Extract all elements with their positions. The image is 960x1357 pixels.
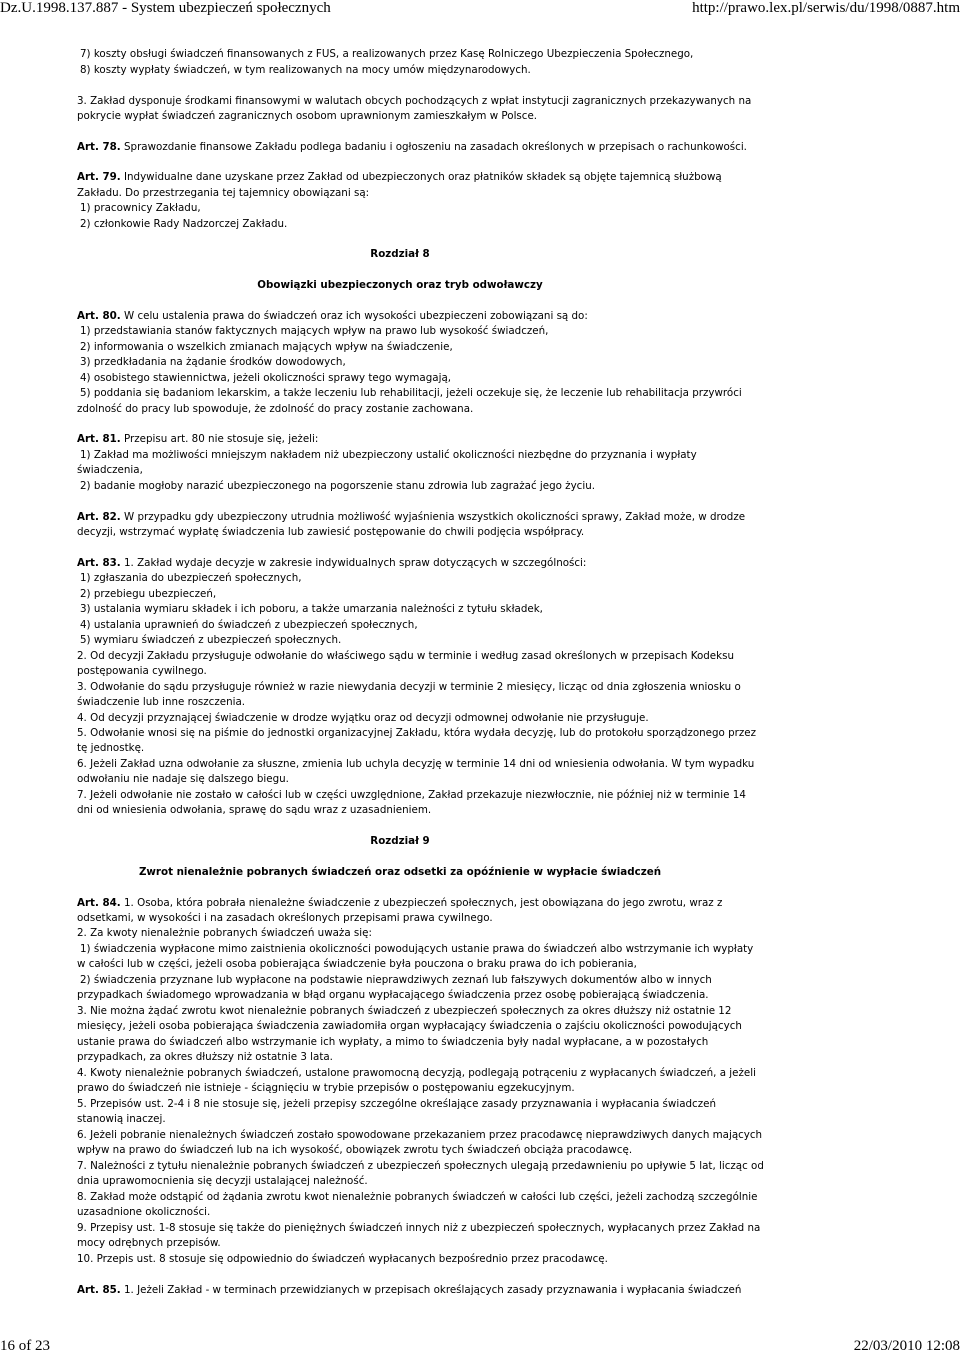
text-line [77,1035,708,1051]
print-footer [0,1338,960,1357]
text-segment: postępowania cywilnego. [77,665,207,677]
text-segment: 9. Przepisy ust. 1-8 stosuje się także do pieniężnych świadczeń innych niż z ubezpieczeń społecznych, wypłacanych przez Zakład na [77,1222,761,1234]
text-line [77,911,493,927]
text-segment: 3) ustalania wymiaru składek i ich poboru, a także umarzania należności z tytułu składek, [80,603,543,615]
text-segment: 2) informowania o wszelkich zmianach mających wpływ na świadczenie, [80,341,453,353]
text-segment: przypadkach świadomego wprowadzania w błąd organu wypłacającego świadczenia przez osobę pobierającą świadczenia. [77,989,709,1001]
text-line [77,788,746,804]
text-segment: dnia uprawomocnienia się decyzji ustalającej należność. [77,1175,368,1187]
text-line [77,695,245,711]
text-line [80,571,302,587]
print-datetime: 22/03/2010 12:08 [853,1338,960,1354]
bold-label: Art. 79. [77,171,121,183]
text-line [77,664,207,680]
text-line [77,140,747,156]
bold-label: Art. 84. [77,897,121,909]
chapter-heading [0,834,800,850]
text-line [77,463,143,479]
text-line [80,63,531,79]
text-line [77,109,537,125]
text-line [77,1128,762,1144]
bold-label: Art. 82. [77,511,121,523]
bold-label: Art. 80. [77,310,121,322]
bold-label: Art. 85. [77,1284,121,1296]
text-segment: uzasadnione okoliczności. [77,1206,211,1218]
text-segment: 3. Zakład dysponuje środkami finansowymi w walutach obcych pochodzących z wpłat instytucji zagranicznych przekazywanych na [77,95,752,107]
text-segment: zdolność do pracy lub spowoduje, że zdolność do pracy zostanie zachowana. [77,403,474,415]
text-line [77,772,289,788]
text-line [77,896,722,912]
text-line [77,309,588,325]
text-line [80,201,201,217]
text-line [77,556,586,572]
text-segment: 8. Zakład może odstąpić od żądania zwrotu kwot nienależnie pobranych świadczeń w całości lub części, jeżeli zachodzą szczególnie [77,1191,758,1203]
text-line [77,649,734,665]
chapter-heading [0,278,800,294]
bold-label: Art. 81. [77,433,121,445]
text-line [77,1143,632,1159]
text-line [80,633,341,649]
text-line [77,1112,166,1128]
text-segment: 7. Należności z tytułu nienależnie pobranych świadczeń z ubezpieczeń społecznych ulegają przedawnieniu po upływie 5 lat, licząc od [77,1160,764,1172]
text-line [80,47,693,63]
text-segment: 2) badanie mogłoby narazić ubezpieczonego na pogorszenie stanu zdrowia lub zagrażać jego życiu. [80,480,595,492]
text-segment: Indywidualne dane uzyskane przez Zakład od ubezpieczonych oraz płatników składek są objęte tajemnicą służbową [120,171,722,183]
text-line [77,402,473,418]
text-line [77,726,756,742]
text-segment: 1) pracownicy Zakładu, [80,202,201,214]
text-line [77,757,754,773]
text-segment: 2) przebiegu ubezpieczeń, [80,588,217,600]
bold-label: Obowiązki ubezpieczonych oraz tryb odwoławczy [257,279,543,291]
text-segment: 4. Kwoty nienależnie pobranych świadczeń, ustalone prawomocną decyzją, podlegają potrąceniu z wypłacanych świadczeń, a jeżeli [77,1067,756,1079]
text-segment: 5. Odwołanie wnosi się na piśmie do jednostki organizacyjnej Zakładu, która wydała decyzję, lub do protokołu sporządzonego przez [77,727,757,739]
text-segment: 5) poddania się badaniom lekarskim, a także leczeniu lub rehabilitacji, jeżeli oczekuje się, że leczenie lub rehabilitacja przywróci [80,387,742,399]
text-segment: 8) koszty wypłaty świadczeń, w tym realizowanych na mocy umów międzynarodowych. [80,64,531,76]
text-line [77,432,318,448]
text-line [77,1236,221,1252]
text-segment: wpływ na prawo do świadczeń lub na ich wysokość, obowiązek zwrotu tych świadczeń obciąża pracodawcę. [77,1144,633,1156]
text-segment: świadczenia, [77,464,143,476]
text-segment: 2) świadczenia przyznane lub wypłacone na podstawie nieprawdziwych zeznań lub fałszywych dokumentów albo w innych [80,974,712,986]
text-line [80,386,742,402]
text-line [77,1019,742,1035]
text-segment: prawo do świadczeń nie istnieje - ściągnięciu w trybie przepisów o postępowaniu egzekucyjnym. [77,1082,575,1094]
text-segment: 3. Nie można żądać zwrotu kwot nienależnie pobranych świadczeń z ubezpieczeń społecznych za okres dłuższy niż ostatnie 12 [77,1005,732,1017]
text-line [80,602,543,618]
source-url: http://prawo.lex.pl/serwis/du/1998/0887.htm [692,0,960,16]
text-line [80,973,712,989]
text-line [80,324,548,340]
text-line [77,525,584,541]
text-line [77,1190,757,1206]
bold-label: Zwrot nienależnie pobranych świadczeń oraz odsetki za opóźnienie w wypłacie świadczeń [138,866,662,878]
text-line [80,371,451,387]
text-segment: miesięcy, jeżeli osoba pobierająca świadczenia zawiadomiła organ wypłacający świadczenia o zajściu okoliczności powodujących [77,1020,742,1032]
text-segment: 5) wymiaru świadczeń z ubezpieczeń społecznych. [80,634,342,646]
text-line [77,1097,716,1113]
text-line [77,1205,210,1221]
text-line [80,340,453,356]
text-segment: 1. Osoba, która pobrała nienależne świadczenie z ubezpieczeń społecznych, jest obowiązana do jego zwrotu, wraz z [120,897,723,909]
page-number: 16 of 23 [0,1338,50,1354]
text-segment: 7. Jeżeli odwołanie nie zostało w całości lub w części uwzględnione, Zakład przekazuje niezwłocznie, nie później niż w terminie 14 [77,789,746,801]
text-segment: 10. Przepis ust. 8 stosuje się odpowiednio do świadczeń wypłacanych bezpośrednio przez pracodawcę. [77,1253,608,1265]
text-segment: 4. Od decyzji przyznającej świadczenie w drodze wyjątku oraz od decyzji odmownej odwołanie nie przysługuje. [77,712,649,724]
text-segment: 2. Za kwoty nienależnie pobranych świadczeń uważa się: [77,927,372,939]
text-segment: ustanie prawa do świadczeń albo wstrzymanie ich wypłaty, a mimo to świadczenia były nadal wypłacane, a w pozostałych [77,1036,709,1048]
text-line [77,1004,731,1020]
text-segment: tę jednostkę. [77,742,145,754]
chapter-heading [0,247,800,263]
text-line [77,741,144,757]
text-line [77,988,709,1004]
text-segment: Przepisu art. 80 nie stosuje się, jeżeli: [120,433,319,445]
text-line [77,711,649,727]
text-segment: 1) przedstawiania stanów faktycznych mających wpływ na prawo lub wysokość świadczeń, [80,325,549,337]
text-line [77,1221,760,1237]
text-segment: pokrycie wypłat świadczeń zagranicznych osobom uprawnionym zamieszkałym w Polsce. [77,110,538,122]
text-line [77,926,372,942]
text-line [80,618,418,634]
text-segment: przypadkach, za okres dłuższy niż ostatnie 3 lata. [77,1051,333,1063]
text-segment: odsetkami, w wysokości i na zasadach określonych przepisami prawa cywilnego. [77,912,493,924]
text-segment: Sprawozdanie finansowe Zakładu podlega badaniu i ogłoszeniu na zasadach określonych w przepisach o rachunkowości. [120,141,747,153]
text-line [77,680,741,696]
text-line [77,170,722,186]
text-segment: 1) zgłaszania do ubezpieczeń społecznych, [80,572,302,584]
text-line [80,942,753,958]
text-line [77,1283,741,1299]
text-segment: 1) Zakład ma możliwości mniejszym nakładem niż ubezpieczony ustalić okoliczności niezbędne do przyznania i wypłaty [80,449,697,461]
text-line [77,510,745,526]
text-segment: decyzji, wstrzymać wypłatę świadczenia lub zawiesić postępowanie do chwili podjęcia współpracy. [77,526,585,538]
text-segment: 1) świadczenia wypłacone mimo zaistnienia okoliczności powodujących ustanie prawa do świadczeń albo wstrzymanie ich wypłaty [80,943,754,955]
bold-label: Art. 83. [77,557,121,569]
text-segment: dni od wniesienia odwołania, sprawę do sądu wraz z uzasadnieniem. [77,804,432,816]
text-segment: odwołaniu nie nadaje się dalszego biegu. [77,773,289,785]
text-segment: 1. Zakład wydaje decyzje w zakresie indywidualnych spraw dotyczących w szczególności: [120,557,587,569]
text-segment: Zakładu. Do przestrzegania tej tajemnicy obowiązani są: [77,187,370,199]
bold-label: Rozdział 8 [370,248,430,260]
text-line [80,355,346,371]
text-segment: 3) przedkładania na żądanie środków dowodowych, [80,356,346,368]
text-line [77,803,431,819]
text-segment: stanowią inaczej. [77,1113,166,1125]
text-segment: W celu ustalenia prawa do świadczeń oraz ich wysokości ubezpieczeni zobowiązani są do: [120,310,588,322]
text-segment: 4) osobistego stawiennictwa, jeżeli okoliczności sprawy tego wymagają, [80,372,452,384]
text-line [77,1159,764,1175]
text-segment: 4) ustalania uprawnień do świadczeń z ubezpieczeń społecznych, [80,619,418,631]
text-line [77,1066,756,1082]
document-title: Dz.U.1998.137.887 - System ubezpieczeń społecznych [0,0,331,16]
text-line [77,1252,608,1268]
text-line [77,1174,368,1190]
text-segment: świadczenie lub inne roszczenia. [77,696,246,708]
text-segment: 2. Od decyzji Zakładu przysługuje odwołanie do właściwego sądu w terminie i według zasad określonych w przepisach Kodeksu [77,650,734,662]
text-segment: 3. Odwołanie do sądu przysługuje również w razie niewydania decyzji w terminie 2 miesięcy, licząc od dnia zgłoszenia wniosku o [77,681,741,693]
text-line [77,1050,333,1066]
text-line [80,448,697,464]
text-line [80,217,287,233]
text-segment: 1. Jeżeli Zakład - w terminach przewidzianych w przepisach określających zasady przyznawania i wypłacania świadczeń [120,1284,742,1296]
bold-label: Art. 78. [77,141,121,153]
text-segment: W przypadku gdy ubezpieczony utrudnia możliwość wyjaśnienia wszystkich okoliczności sprawy, Zakład może, w drodze [120,511,746,523]
text-line [77,1081,575,1097]
text-segment: 6. Jeżeli Zakład uzna odwołanie za słuszne, zmienia lub uchyla decyzję w terminie 14 dni od wniesienia odwołania. W tym wypadku [77,758,755,770]
text-segment: w całości lub w części, jeżeli osoba pobierająca świadczenie była pouczona o braku prawa do ich pobierania, [77,958,637,970]
text-segment: 2) członkowie Rady Nadzorczej Zakładu. [80,218,288,230]
bold-label: Rozdział 9 [370,835,430,847]
text-line [77,94,751,110]
text-line [77,186,369,202]
text-segment: 5. Przepisów ust. 2-4 i 8 nie stosuje się, jeżeli przepisy szczególne określające zasady przyznawania i wypłacania świadczeń [77,1098,716,1110]
text-segment: 7) koszty obsługi świadczeń finansowanych z FUS, a realizowanych przez Kasę Rolniczego Ubezpieczenia Społecznego, [80,48,694,60]
text-segment: 6. Jeżeli pobranie nienależnych świadczeń zostało spowodowane przekazaniem przez pracodawcę nieprawdziwych danych mających [77,1129,763,1141]
text-line [80,479,595,495]
text-line [77,957,637,973]
text-segment: mocy odrębnych przepisów. [77,1237,221,1249]
chapter-heading [0,865,800,881]
text-line [80,587,216,603]
